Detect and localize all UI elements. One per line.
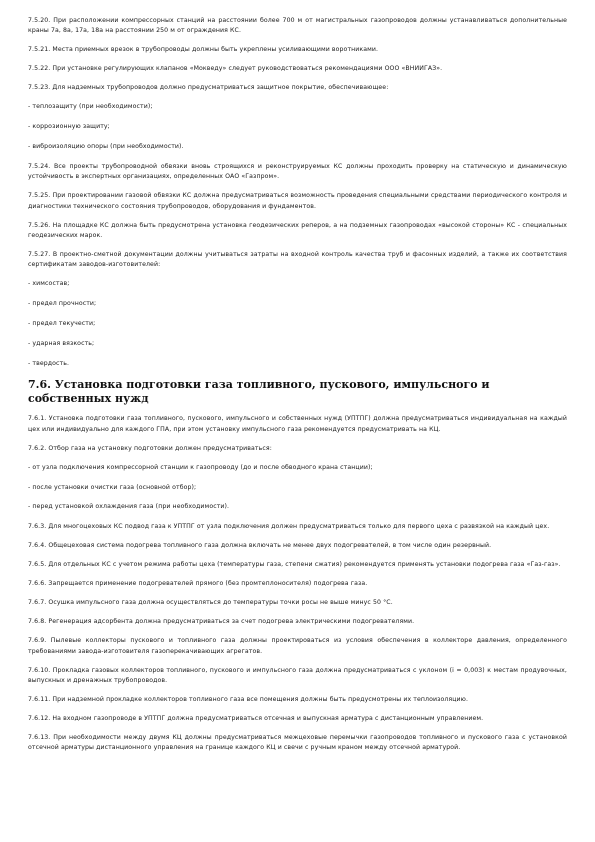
- paragraph: 7.6.11. При надземной прокладке коллекторов топливного газа все помещения должны быть предусмотрены их теплоизоляцию.: [28, 696, 469, 704]
- document-body: [28, 16, 567, 754]
- paragraph: 7.6.12. На входном газопроводе в УПТПГ должна предусматриваться отсечная и выпускная арматура с дистанционным управлением.: [28, 715, 484, 723]
- paragraph: 7.5.27. В проектно-сметной документации должны учитываться затраты на входной контроль качества труб и фасонных изделий, а также их соответствия сертификатам заводов-изготовителей:: [28, 251, 567, 269]
- paragraph: 7.6.7. Осушка импульсного газа должна осуществляться до температуры точки росы не выше минус 50 °С.: [28, 599, 393, 607]
- list-item: - химсостав;: [28, 280, 70, 288]
- paragraph: 7.6.5. Для отдельных КС с учетом режима работы цеха (температуры газа, степени сжатия) рекомендуется применять установки подогрева газа «Газ-газ».: [28, 561, 561, 569]
- list-item: - теплозащиту (при необходимости);: [28, 103, 153, 111]
- paragraph: 7.6.1. Установка подготовки газа топливного, пускового, импульсного и собственных нужд (УПТПГ) должна предусматриваться индивидуальная на каждый цех или индивидуально для каждого ГПА, при этом установку импульсного газа рекомендуется предусматривать на КЦ.: [28, 415, 567, 433]
- list-item: - ударная вязкость;: [28, 339, 95, 347]
- list-item: - после установки очистки газа (основной отбор);: [28, 483, 197, 491]
- paragraph: 7.5.21. Места приемных врезок в трубопроводы должны быть укреплены усиливающими воротниками.: [28, 46, 379, 54]
- paragraph: 7.6.13. При необходимости между двумя КЦ должны предусматриваться межцеховые перемычки газопроводов топливного и пускового газа с установкой отсечной арматуры дистанционного управления на границе каждого КЦ и свечи с ручным краном между отсечной арматурой.: [28, 734, 567, 752]
- paragraph: 7.6.4. Общецеховая система подогрева топливного газа должна включать не менее двух подогревателей, в том числе один резервный.: [28, 542, 492, 550]
- paragraph: 7.5.22. При установке регулирующих клапанов «Мокведу» следует руководствоваться рекомендациями ООО «ВНИИГАЗ».: [28, 65, 443, 73]
- paragraph: 7.6.10. Прокладка газовых коллекторов топливного, пускового и импульсного газа должна предусматриваться с уклоном (i = 0,003) к местам продувочных, выпускных и дренажных трубопроводов.: [28, 666, 567, 685]
- list-item: - виброизоляцию опоры (при необходимости).: [28, 143, 184, 150]
- list-item: - коррозионную защиту;: [28, 123, 110, 131]
- list-item: - предел текучести;: [28, 320, 96, 328]
- paragraph: 7.5.24. Все проекты трубопроводной обвязки вновь строящихся и реконструируемых КС должны проходить проверку на статическую и динамическую устойчивость в экспертных организациях, определенных ОАО «Газпром».: [28, 162, 567, 181]
- paragraph: 7.5.26. На площадке КС должна быть предусмотрена установка геодезических реперов, а на подземных газопроводах «высокой стороны» КС - специальных геодезических марок.: [28, 221, 567, 240]
- paragraph: 7.6.8. Регенерация адсорбента должна предусматриваться за счет подогрева электрическими подогревателями.: [28, 618, 415, 626]
- paragraph: 7.6.3. Для многоцеховых КС подвод газа к УПТПГ от узла подключения должен предусматриваться только для первого цеха с развязкой на каждый цех.: [28, 523, 550, 531]
- paragraph: 7.6.2. Отбор газа на установку подготовки должен предусматриваться:: [28, 444, 272, 452]
- list-item: - от узла подключения компрессорной станции к газопроводу (до и после обводного крана станции);: [28, 463, 373, 471]
- section-heading: 7.6. Установка подготовки газа топливного, пускового, импульсного и собственных нужд: [28, 378, 490, 406]
- paragraph: 7.6.9. Пылевые коллекторы пускового и топливного газа должны проектироваться из условия обеспечения в коллекторе давления, определенного требованиями завода-изготовителя газоперекачивающих агрегатов.: [28, 637, 567, 655]
- list-item: - предел прочности;: [28, 300, 97, 308]
- list-item: - перед установкой охлаждения газа (при необходимости).: [28, 503, 230, 511]
- list-item: - твердость.: [28, 359, 70, 367]
- paragraph: 7.5.20. При расположении компрессорных станций на расстоянии более 700 м от магистральных газопроводов должны устанавливаться дополнительные краны 7а, 8а, 17а, 18а на расстоянии 250 м от ограждения КС.: [28, 17, 567, 35]
- paragraph: 7.6.6. Запрещается применение подогревателей прямого (без промтеплоносителя) подогрева газа.: [28, 580, 368, 588]
- paragraph: 7.5.23. Для надземных трубопроводов должно предусматриваться защитное покрытие, обеспечивающее:: [28, 84, 389, 92]
- paragraph: 7.5.25. При проектировании газовой обвязки КС должна предусматриваться возможность проведения специальными средствами периодического контроля и диагностики технического состояния трубопроводов, оборудования и фундаментов.: [28, 192, 567, 210]
